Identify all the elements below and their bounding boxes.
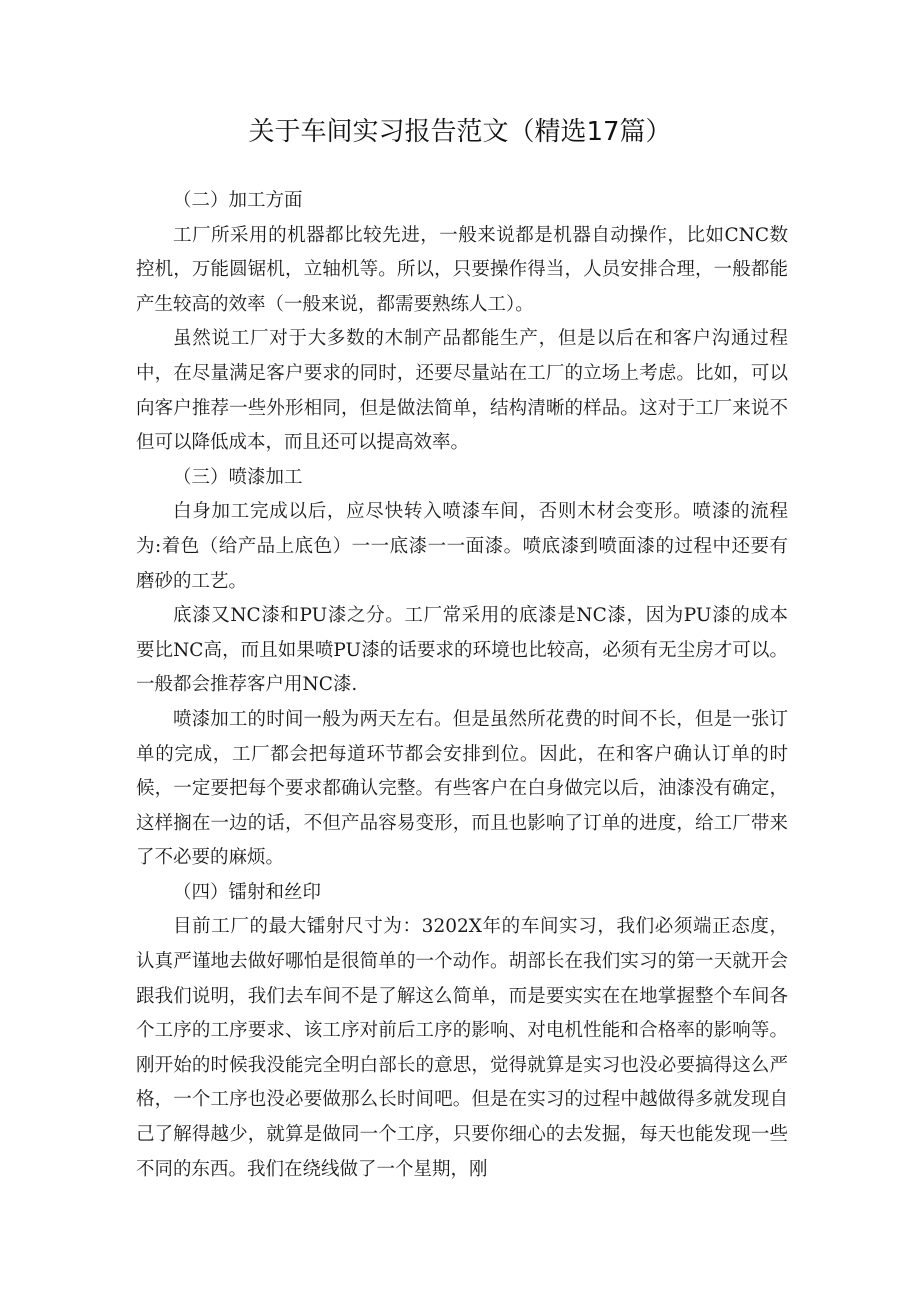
section-heading: （三）喷漆加工 <box>173 466 303 488</box>
paragraph: 底漆又NC漆和PU漆之分。工厂常采用的底漆是NC漆，因为PU漆的成本要比NC高，而且如果喷PU漆的话要求的环境也比较高，必须有无尘房才可以。一般都会推荐客户用NC漆. <box>136 605 788 696</box>
section-heading: （二）加工方面 <box>173 190 303 211</box>
section-heading: （四）镭射和丝印 <box>173 881 322 903</box>
paragraph: 喷漆加工的时间一般为两天左右。但是虽然所花费的时间不长，但是一张订单的完成，工厂都会把每道环节都会安排到位。因此，在和客户确认订单的时候，一定要把每个要求都确认完整。有些客户在白身做完以后，油漆没有确定，这样搁在一边的话，不但产品容易变形，而且也影响了订单的进度，给工厂带来了不必要的麻烦。 <box>136 708 788 869</box>
paragraph: 虽然说工厂对于大多数的木制产品都能生产，但是以后在和客户沟通过程中，在尽量满足客户要求的同时，还要尽量站在工厂的立场上考虑。比如，可以向客户推荐一些外形相同，但是做法简单，结构清晰的样品。这对于工厂来说不但可以降低成本，而且还可以提高效率。 <box>136 328 788 454</box>
paragraph: 白身加工完成以后，应尽快转入喷漆车间，否则木材会变形。喷漆的流程为:着色（给产品上底色）一一底漆一一面漆。喷底漆到喷面漆的过程中还要有磨砂的工艺。 <box>136 501 788 592</box>
document-body <box>136 184 788 1187</box>
paragraph: 目前工厂的最大镭射尺寸为：3202X年的车间实习，我们必须端正态度，认真严谨地去做好哪怕是很简单的一个动作。胡部长在我们实习的第一天就开会跟我们说明，我们去车间不是了解这么简单，而是要实实在在地掌握整个车间各个工序的工序要求、该工序对前后工序的影响、对电机性能和合格率的影响等。刚开始的时候我没能完全明白部长的意思，觉得就算是实习也没必要搞得这么严格，一个工序也没必要做那么长时间吧。但是在实习的过程中越做得多就发现自己了解得越少，就算是做同一个工序，只要你细心的去发掘，每天也能发现一些不同的东西。我们在绕线做了一个星期，刚 <box>136 916 788 1180</box>
document-title: 关于车间实习报告范文（精选17篇） <box>248 117 672 147</box>
paragraph: 工厂所采用的机器都比较先进，一般来说都是机器自动操作，比如CNC数控机，万能圆锯机，立轴机等。所以，只要操作得当，人员安排合理，一般都能产生较高的效率（一般来说，都需要熟练人工）。 <box>136 224 788 315</box>
